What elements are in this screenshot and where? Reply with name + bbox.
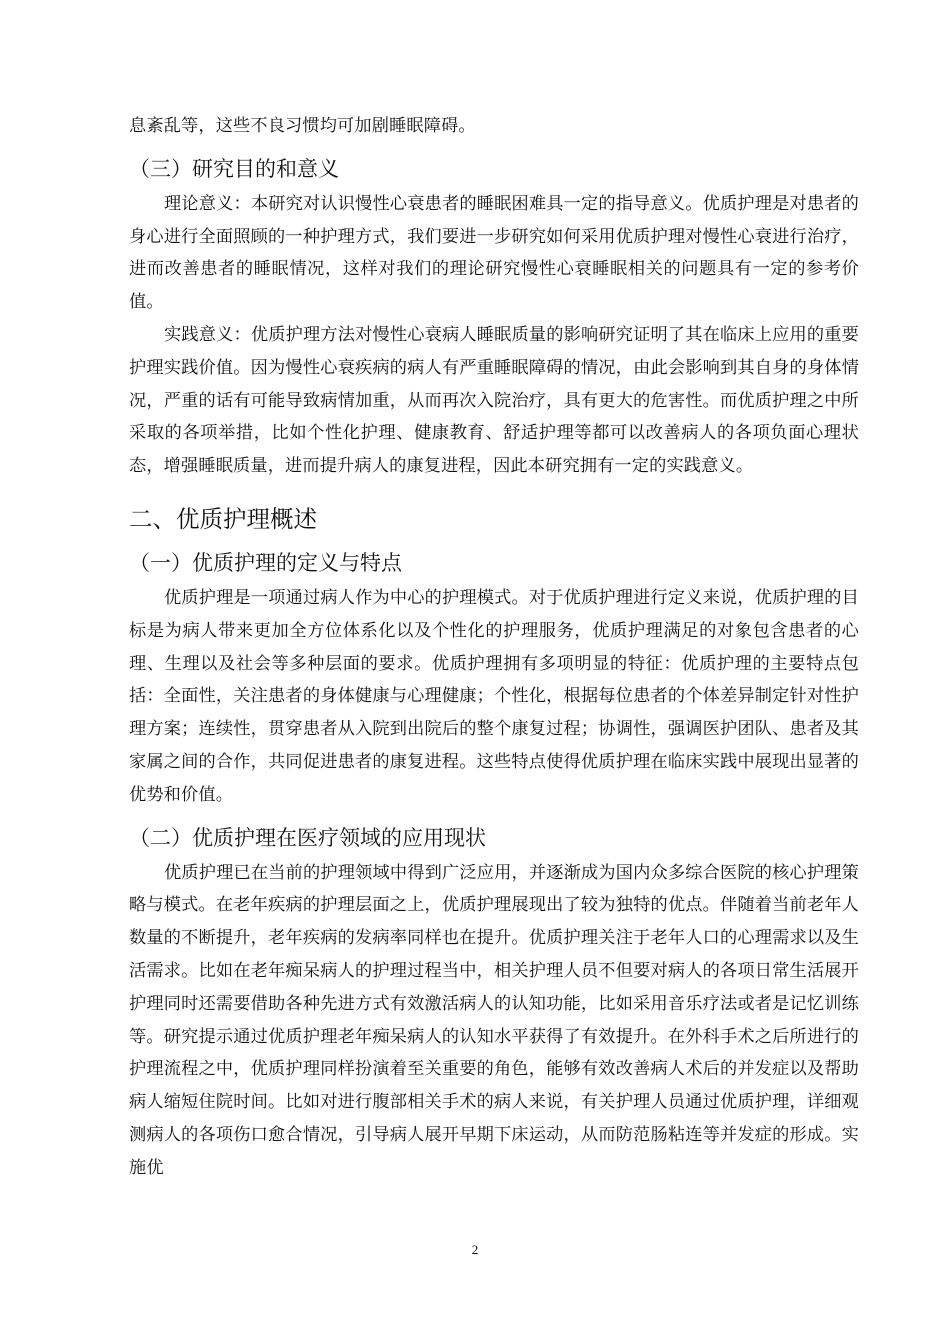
document-body <box>129 110 859 1185</box>
paragraph-continued: 息紊乱等，这些不良习惯均可加剧睡眠障碍。 <box>129 116 476 136</box>
section-heading-definition-features: （一）优质护理的定义与特点 <box>129 550 402 575</box>
section-heading-application-status: （二）优质护理在医疗领域的应用现状 <box>129 825 486 850</box>
paragraph-definition-features: 优质护理是一项通过病人作为中心的护理模式。对于优质护理进行定义来说，优质护理的目标是为病人带来更加全方位体系化以及个性化的护理服务，优质护理满足的对象包含患者的心理、生理以及社会等多种层面的要求。优质护理拥有多项明显的特征：优质护理的主要特点包括：全面性，关注患者的身体健康与心理健康；个性化，根据每位患者的个体差异制定针对性护理方案；连续性，贯穿患者从入院到出院后的整个康复过程；协调性，强调医护团队、患者及其家属之间的合作，共同促进患者的康复进程。这些特点使得优质护理在临床实践中展现出显著的优势和价值。 <box>129 587 859 805</box>
page-number: 2 <box>471 1242 479 1257</box>
paragraph-application-status: 优质护理已在当前的护理领域中得到广泛应用，并逐渐成为国内众多综合医院的核心护理策略与模式。在老年疾病的护理层面之上，优质护理展现出了较为独特的优点。伴随着当前老年人数量的不断提升，老年疾病的发病率同样也在提升。优质护理关注于老年人口的心理需求以及生活需求。比如在老年痴呆病人的护理过程当中，相关护理人员不但要对病人的各项日常生活展开护理同时还需要借助各种先进方式有效激活病人的认知功能，比如采用音乐疗法或者是记忆训练等。研究提示通过优质护理老年痴呆病人的认知水平获得了有效提升。在外科手术之后所进行的护理流程之中，优质护理同样扮演着至关重要的角色，能够有效改善病人术后的并发症以及帮助病人缩短住院时间。比如对进行腹部相关手术的病人来说，有关护理人员通过优质护理，详细观测病人的各项伤口愈合情况，引导病人展开早期下床运动，从而防范肠粘连等并发症的形成。实施优 <box>129 862 859 1178</box>
section-heading-research-purpose: （三）研究目的和意义 <box>129 156 339 181</box>
chapter-heading-quality-nursing-overview: 二、优质护理概述 <box>129 504 317 533</box>
paragraph-practical-significance: 实践意义：优质护理方法对慢性心衰病人睡眠质量的影响研究证明了其在临床上应用的重要护理实践价值。因为慢性心衰疾病的病人有严重睡眠障碍的情况，由此会影响到其自身的身体情况，严重的话有可能导致病情加重，从而再次入院治疗，具有更大的危害性。而优质护理之中所采取的各项举措，比如个性化护理、健康教育、舒适护理等都可以改善病人的各项负面心理状态，增强睡眠质量，进而提升病人的康复进程，因此本研究拥有一定的实践意义。 <box>129 324 859 477</box>
paragraph-theoretical-significance: 理论意义：本研究对认识慢性心衰患者的睡眠困难具一定的指导意义。优质护理是对患者的身心进行全面照顾的一种护理方式，我们要进一步研究如何采用优质护理对慢性心衰进行治疗，进而改善患者的睡眠情况，这样对我们的理论研究慢性心衰睡眠相关的问题具有一定的参考价值。 <box>129 193 859 313</box>
